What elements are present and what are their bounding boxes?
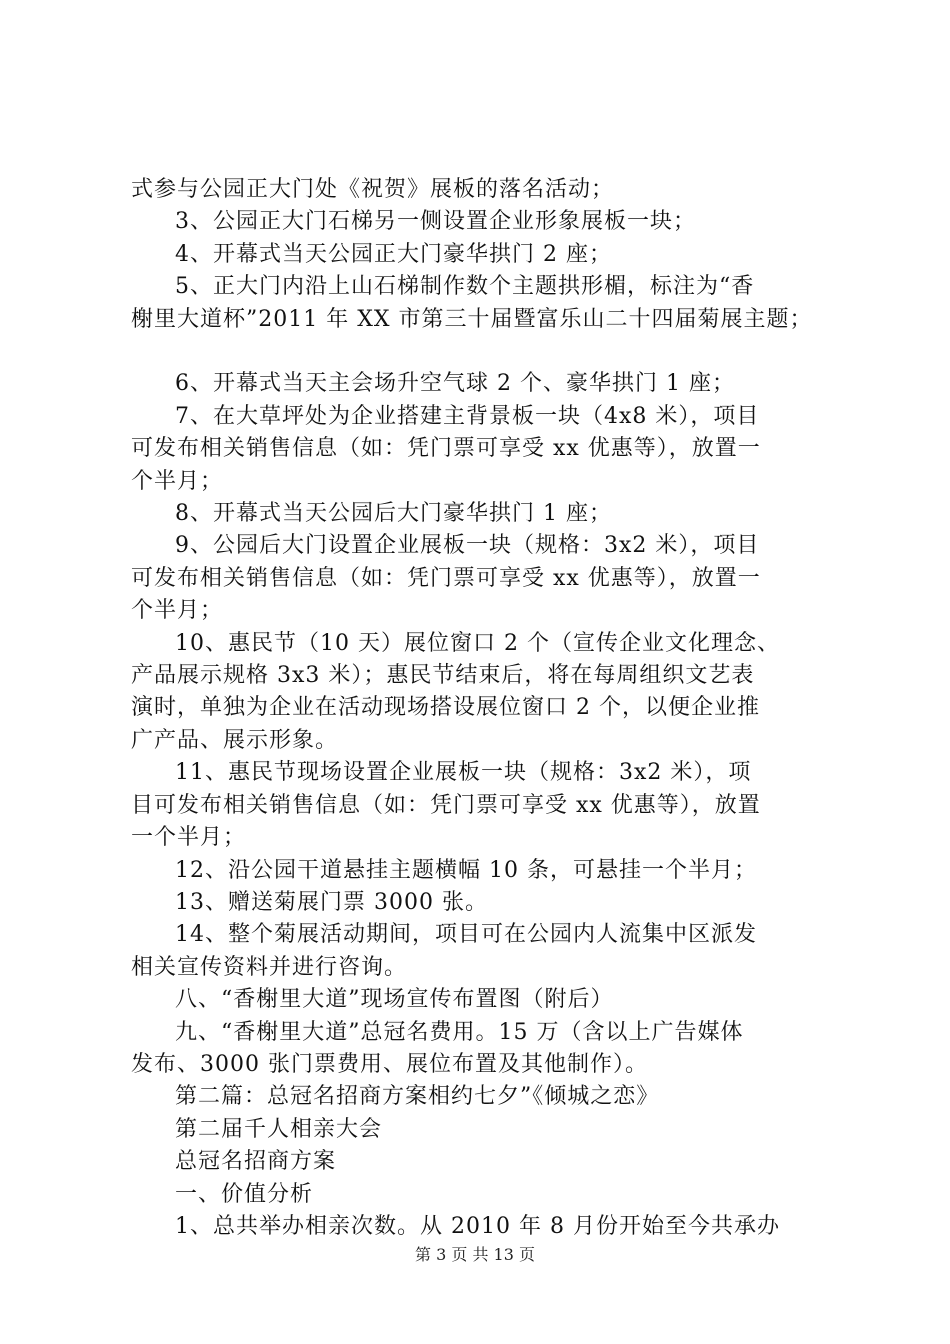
text-line: 相关宣传资料并进行咨询。 — [131, 954, 408, 980]
text-line: 一个半月； — [131, 825, 247, 851]
text-line: 八、“香榭里大道”现场宣传布置图（附后） — [175, 987, 614, 1013]
text-line: 12、沿公园干道悬挂主题横幅 10 条，可悬挂一个半月； — [175, 857, 757, 883]
text-line: 第二届千人相亲大会 — [175, 1116, 383, 1142]
text-line: 目可发布相关销售信息（如：凭门票可享受 xx 优惠等），放置 — [131, 792, 761, 818]
text-line: 个半月； — [131, 468, 224, 494]
text-line: 8、开幕式当天公园后大门豪华拱门 1 座； — [175, 501, 612, 527]
text-line: 10、惠民节（10 天）展位窗口 2 个（宣传企业文化理念、 — [175, 630, 780, 656]
text-line: 7、在大草坪处为企业搭建主背景板一块（4x8 米），项目 — [175, 403, 760, 429]
text-line: 式参与公园正大门处《祝贺》展板的落名活动； — [131, 177, 615, 202]
text-line: 6、开幕式当天主会场升空气球 2 个、豪华拱门 1 座； — [175, 371, 735, 397]
text-line: 5、正大门内沿上山石梯制作数个主题拱形楣，标注为“香 — [175, 274, 755, 300]
text-line: 1、总共举办相亲次数。从 2010 年 8 月份开始至今共承办 — [175, 1213, 780, 1239]
text-line: 产品展示规格 3x3 米）；惠民节结束后，将在每周组织文艺表 — [131, 663, 755, 689]
text-line: 第二篇：总冠名招商方案相约七夕”《倾城之恋》 — [175, 1084, 660, 1110]
text-line: 广产品、展示形象。 — [131, 727, 339, 753]
text-line: 14、整个菊展活动期间，项目可在公园内人流集中区派发 — [175, 922, 757, 948]
text-line: 11、惠民节现场设置企业展板一块（规格：3x2 米），项 — [175, 760, 752, 786]
text-line: 4、开幕式当天公园正大门豪华拱门 2 座； — [175, 241, 612, 267]
text-line: 13、赠送菊展门票 3000 张。 — [175, 889, 488, 915]
blank-line — [131, 336, 841, 368]
text-line: 9、公园后大门设置企业展板一块（规格：3x2 米），项目 — [175, 533, 760, 559]
page-footer: 第 3 页 共 13 页 — [415, 1245, 535, 1264]
text-line: 榭里大道杯”2011 年 XX 市第三十届暨富乐山二十四届菊展主题； — [131, 306, 813, 332]
text-line: 九、“香榭里大道”总冠名费用。15 万（含以上广告媒体 — [175, 1019, 744, 1045]
text-line: 总冠名招商方案 — [175, 1149, 337, 1175]
text-line: 3、公园正大门石梯另一侧设置企业形象展板一块； — [175, 209, 696, 235]
text-line: 个半月； — [131, 598, 224, 624]
text-line: 可发布相关销售信息（如：凭门票可享受 xx 优惠等），放置一 — [131, 565, 761, 591]
text-line: 演时，单独为企业在活动现场搭设展位窗口 2 个，以便企业推 — [131, 695, 760, 721]
document-body — [131, 174, 841, 1243]
text-line: 可发布相关销售信息（如：凭门票可享受 xx 优惠等），放置一 — [131, 436, 761, 462]
text-line: 发布、3000 张门票费用、展位布置及其他制作）。 — [131, 1051, 648, 1077]
text-line: 一、价值分析 — [175, 1181, 314, 1207]
